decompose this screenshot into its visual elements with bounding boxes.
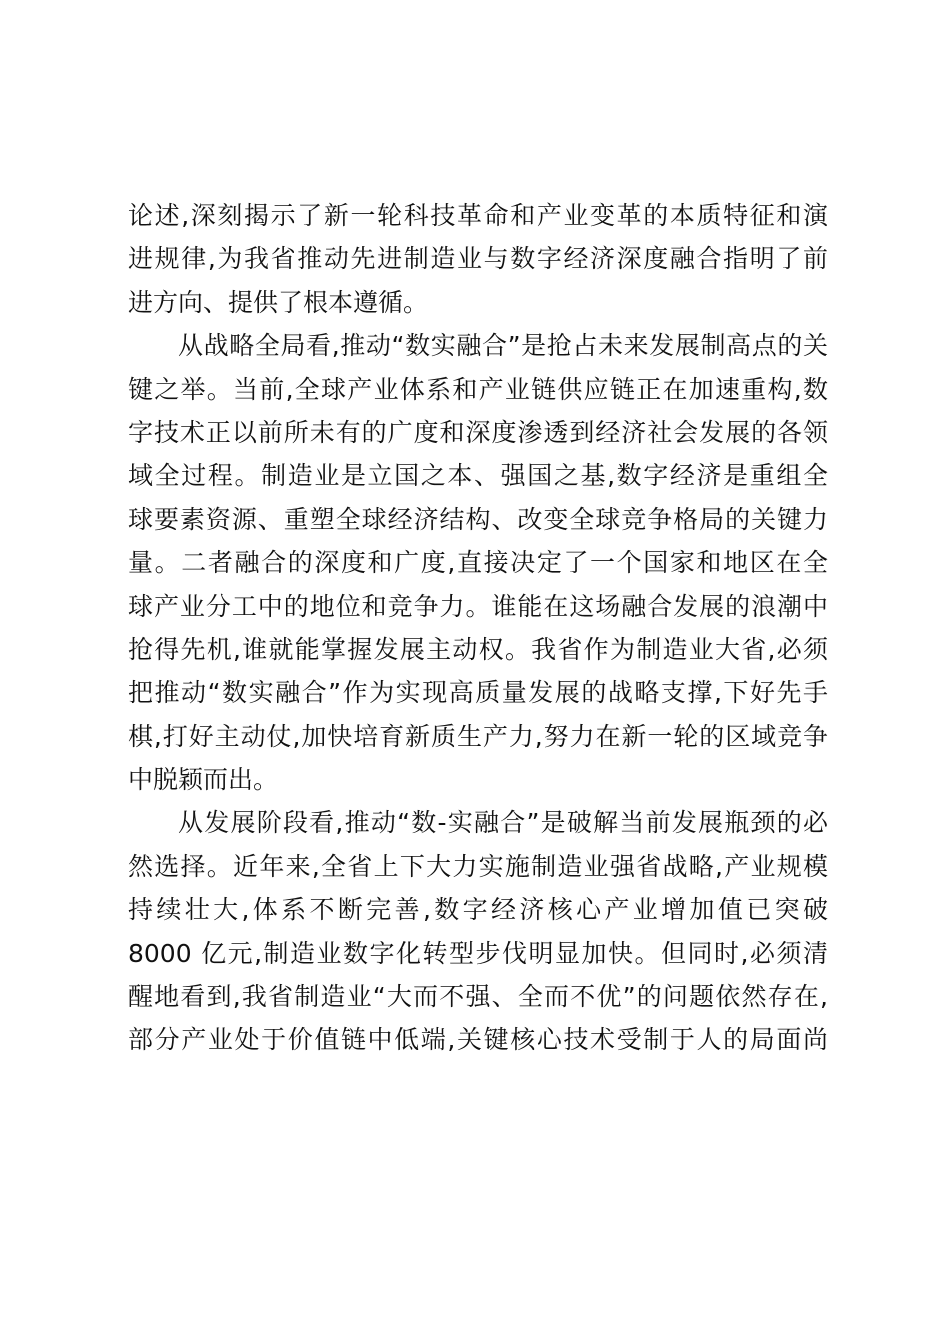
text-line: 域全过程。制造业是立国之本、强国之基,数字经济是重组全: [128, 461, 828, 491]
text-line: 球要素资源、重塑全球经济结构、改变全球竞争格局的关键力: [128, 504, 828, 534]
text-line: 8000 亿元,制造业数字化转型步伐明显加快。但同时,必须清: [128, 938, 828, 968]
text-line: 从战略全局看,推动“数实融合”是抢占未来发展制高点的关: [178, 331, 828, 361]
document-body: [128, 194, 828, 1062]
text-line: 棋,打好主动仗,加快培育新质生产力,努力在新一轮的区域竞争: [128, 721, 828, 751]
text-line: 字技术正以前所未有的广度和深度渗透到经济社会发展的各领: [128, 417, 828, 447]
paragraph-1: [128, 194, 828, 324]
text-line: 进方向、提供了根本遵循。: [128, 287, 429, 317]
text-line: 持续壮大,体系不断完善,数字经济核心产业增加值已突破: [128, 895, 828, 925]
paragraph-3: [128, 801, 828, 1061]
text-line: 部分产业处于价值链中低端,关键核心技术受制于人的局面尚: [128, 1025, 828, 1055]
text-line: 量。二者融合的深度和广度,直接决定了一个国家和地区在全: [128, 548, 828, 578]
paragraph-2: [128, 324, 828, 801]
text-line: 键之举。当前,全球产业体系和产业链供应链正在加速重构,数: [128, 374, 828, 404]
text-line: 然选择。近年来,全省上下大力实施制造业强省战略,产业规模: [128, 851, 828, 881]
text-line: 醒地看到,我省制造业“大而不强、全而不优”的问题依然存在,: [128, 982, 828, 1012]
text-line: 中脱颖而出。: [128, 765, 279, 795]
text-line: 进规律,为我省推动先进制造业与数字经济深度融合指明了前: [128, 244, 828, 274]
text-line: 把推动“数实融合”作为实现高质量发展的战略支撑,下好先手: [128, 678, 828, 708]
text-line: 抢得先机,谁就能掌握发展主动权。我省作为制造业大省,必须: [128, 634, 828, 664]
text-line: 球产业分工中的地位和竞争力。谁能在这场融合发展的浪潮中: [128, 591, 828, 621]
text-line: 论述,深刻揭示了新一轮科技革命和产业变革的本质特征和演: [128, 201, 828, 230]
text-line: 从发展阶段看,推动“数-实融合”是破解当前发展瓶颈的必: [178, 808, 828, 838]
